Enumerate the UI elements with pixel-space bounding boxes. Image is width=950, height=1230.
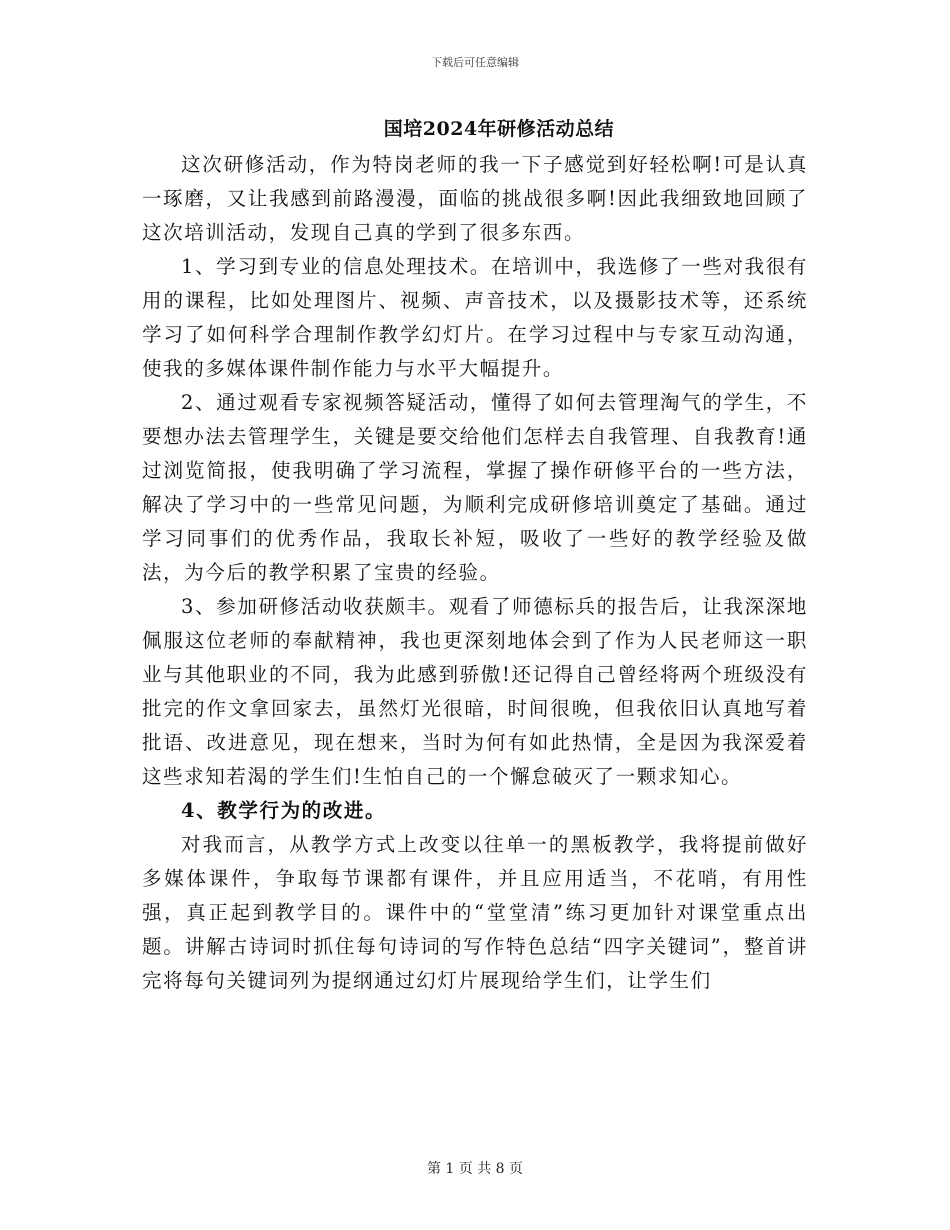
paragraph-intro: 这次研修活动，作为特岗老师的我一下子感觉到好轻松啊!可是认真一琢磨，又让我感到前路漫漫，面临的挑战很多啊!因此我细致地回顾了这次培训活动，发现自己真的学到了很多东西。 [142,153,808,244]
section-heading-4: 4、教学行为的改进。 [181,799,387,822]
paragraph-point-3: 3、参加研修活动收获颇丰。观看了师德标兵的报告后，让我深深地佩服这位老师的奉献精神，我也更深刻地体会到了作为人民老师这一职业与其他职业的不同，我为此感到骄傲!还记得自己曾经将两个班级没有批完的作文拿回家去，虽然灯光很暗，时间很晚，但我依旧认真地写着批语、改进意见，现在想来，当时为何有如此热情，全是因为我深爱着这些求知若渴的学生们!生怕自己的一个懈怠破灭了一颗求知心。 [142,595,808,788]
paragraph-point-1: 1、学习到专业的信息处理技术。在培训中，我选修了一些对我很有用的课程，比如处理图片、视频、声音技术，以及摄影技术等，还系统学习了如何科学合理制作教学幻灯片。在学习过程中与专家互动沟通，使我的多媒体课件制作能力与水平大幅提升。 [142,255,808,380]
paragraph-point-4-body: 对我而言，从教学方式上改变以往单一的黑板教学，我将提前做好多媒体课件，争取每节课都有课件，并且应用适当，不花哨，有用性强，真正起到教学目的。课件中的“堂堂清”练习更加针对课堂重点出题。讲解古诗词时抓住每句诗词的写作特色总结“四字关键词”，整首讲完将每句关键词列为提纲通过幻灯片展现给学生们，让学生们 [142,833,808,992]
page-number: 第 1 页 共 8 页 [426,1161,524,1177]
header-note: 下载后可任意编辑 [431,56,519,69]
document-body [142,148,808,998]
paragraph-point-2: 2、通过观看专家视频答疑活动，懂得了如何去管理淘气的学生，不要想办法去管理学生，关键是要交给他们怎样去自我管理、自我教育!通过浏览简报，使我明确了学习流程，掌握了操作研修平台的一些方法，解决了学习中的一些常见问题，为顺利完成研修培训奠定了基础。通过学习同事们的优秀作品，我取长补短，吸收了一些好的教学经验及做法，为今后的教学积累了宝贵的经验。 [142,391,808,584]
document-title: 国培2024年研修活动总结 [383,118,615,140]
